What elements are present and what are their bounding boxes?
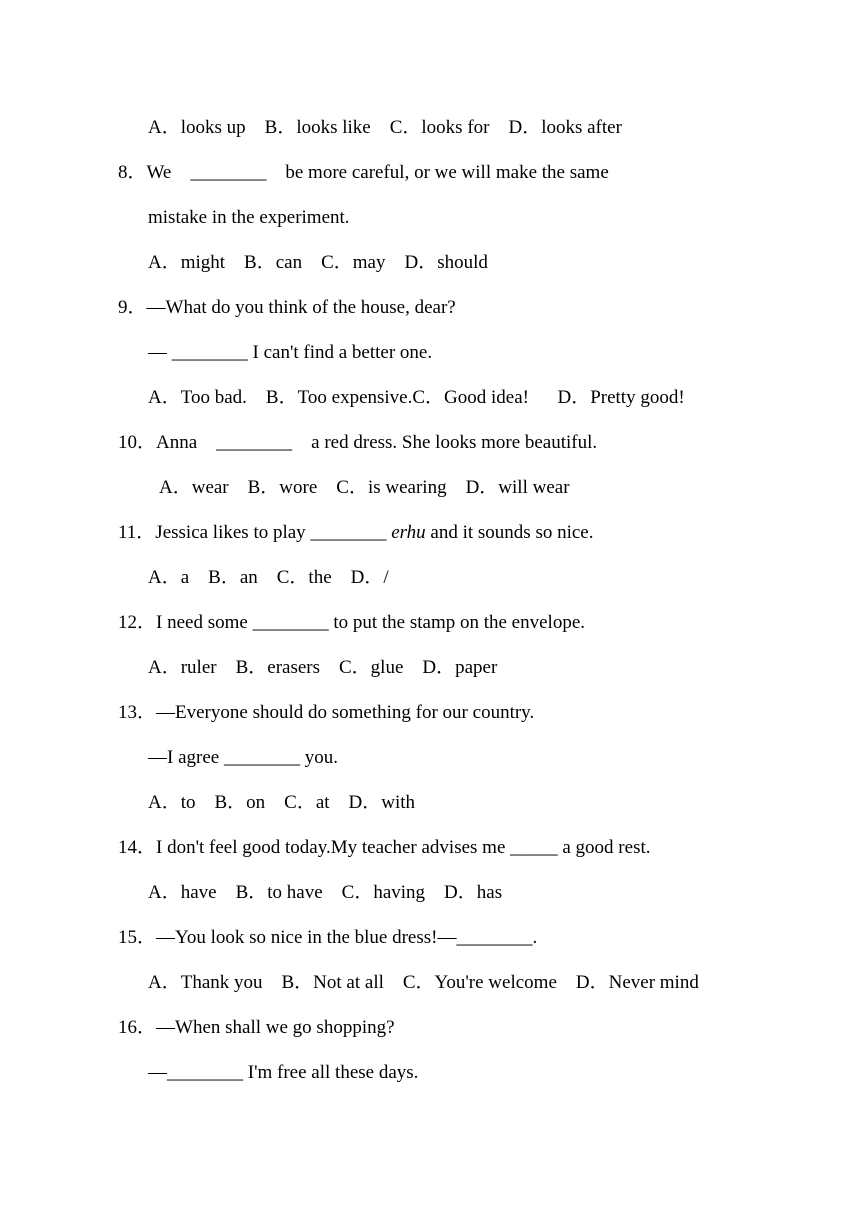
q11-stem	[118, 522, 594, 544]
q9-stem	[118, 297, 456, 319]
q14-text-line1: I don't feel good today.My teacher advises me _____ a good rest.	[156, 837, 651, 858]
q8-number: 8．	[118, 162, 147, 183]
q14-options: A．have B．to have C．having D．has	[148, 882, 503, 903]
q11-text-before: Jessica likes to play ________	[155, 522, 392, 543]
q10-options: A．wear B．wore C．is wearing D．will wear	[159, 477, 570, 498]
q16-stem	[118, 1017, 395, 1039]
q12-text-line1: I need some ________ to put the stamp on the envelope.	[156, 612, 586, 633]
q13-number: 13．	[118, 702, 157, 723]
q15-options: A．Thank you B．Not at all C．You're welcome D．Never mind	[148, 972, 699, 993]
q10-stem	[118, 432, 597, 454]
q8-options: A．might B．can C．may D．should	[148, 252, 488, 273]
q14-stem	[118, 837, 651, 859]
q9-text-line1: —What do you think of the house, dear?	[146, 297, 456, 318]
q11-options: A．a B．an C．the D．/	[148, 567, 389, 588]
q8-text-line2: mistake in the experiment.	[148, 207, 350, 228]
q9-text-line2: — ________ I can't find a better one.	[148, 342, 433, 363]
q11-text-italic: erhu	[391, 522, 426, 543]
q9-number: 9．	[118, 297, 147, 318]
q16-text-line1: —When shall we go shopping?	[156, 1017, 395, 1038]
q8-stem	[118, 162, 609, 184]
q12-options: A．ruler B．erasers C．glue D．paper	[148, 657, 498, 678]
q12-number: 12．	[118, 612, 157, 633]
q13-text-line2: —I agree ________ you.	[148, 747, 338, 768]
q9-options: A．Too bad. B．Too expensive.C．Good idea! D．Pretty good!	[148, 387, 685, 408]
q11-number: 11．	[118, 522, 156, 543]
q7-options: A．looks up B．looks like C．looks for D．looks after	[148, 117, 622, 138]
q15-number: 15．	[118, 927, 157, 948]
q14-number: 14．	[118, 837, 157, 858]
q12-stem	[118, 612, 585, 634]
q10-number: 10．	[118, 432, 157, 453]
q13-text-line1: —Everyone should do something for our country.	[156, 702, 535, 723]
q11-text-after: and it sounds so nice.	[425, 522, 594, 543]
q13-options: A．to B．on C．at D．with	[148, 792, 416, 813]
q15-stem	[118, 927, 537, 949]
q16-number: 16．	[118, 1017, 157, 1038]
q10-text-line1: Anna ________ a red dress. She looks more beautiful.	[156, 432, 598, 453]
q15-text-line1: —You look so nice in the blue dress!—________.	[156, 927, 538, 948]
q8-text-line1: We ________ be more careful, or we will make the same	[146, 162, 609, 183]
q16-text-line2: —________ I'm free all these days.	[148, 1062, 419, 1083]
q13-stem	[118, 702, 534, 724]
